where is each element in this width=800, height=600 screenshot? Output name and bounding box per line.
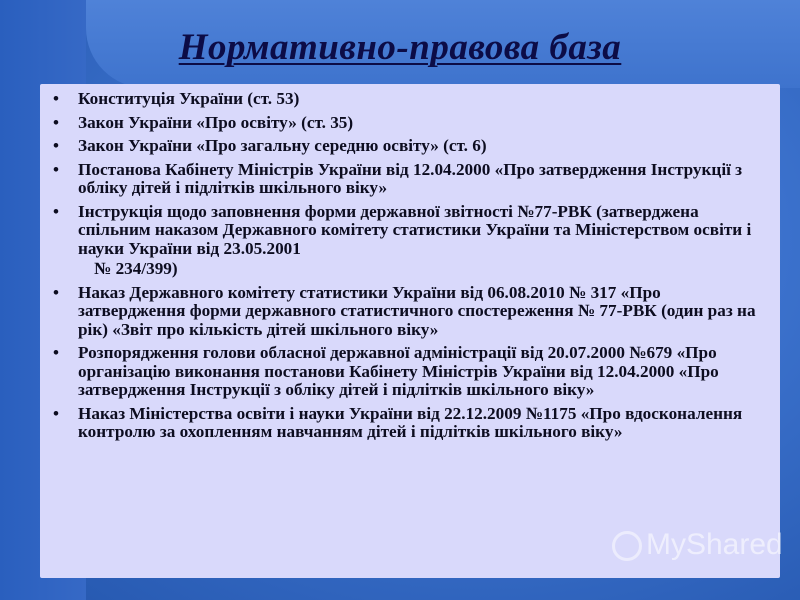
bullet-icon: • [53, 89, 59, 108]
list-item-continuation [78, 260, 772, 279]
list-item-text: № 234/399) [94, 259, 178, 278]
bullet-icon: • [53, 136, 59, 155]
watermark-icon [612, 531, 642, 561]
list-item-text: Розпорядження голови обласної державної адміністрації від 20.07.2000 №679 «Про організацію виконання постанови Кабінету Міністрів України від 12.04.2000 «Про затвердження Інструкції з обліку дітей і підлітків шкільного віку» [78, 343, 719, 399]
slide-title: Нормативно-правова база [178, 27, 622, 68]
list-item [53, 201, 772, 259]
list-item [53, 403, 772, 442]
bullet-icon: • [53, 343, 59, 362]
list-item-text: Закон України «Про загальну середню освіту» (ст. 6) [78, 136, 487, 155]
normative-list [40, 84, 780, 442]
list-item [53, 89, 772, 109]
list-item-text: Конституція України (ст. 53) [78, 89, 300, 108]
watermark-text: MyShared [646, 528, 783, 561]
list-item [53, 159, 772, 198]
list-item [53, 112, 772, 133]
list-item-text: Закон України «Про освіту» (ст. 35) [78, 112, 354, 132]
list-item [53, 136, 772, 156]
bullet-icon: • [53, 159, 59, 179]
list-item [53, 343, 772, 400]
list-item-text: Наказ Міністерства освіти і науки України від 22.12.2009 №1175 «Про вдосконалення контролю за охопленням навчанням дітей і підлітків шкільного віку» [78, 403, 743, 441]
list-item [53, 282, 772, 340]
bullet-icon: • [53, 403, 59, 423]
watermark-logo [612, 528, 782, 568]
list-item-text: Постанова Кабінету Міністрів України від 12.04.2000 «Про затвердження Інструкції з обліку дітей і підлітків шкільного віку» [78, 159, 743, 197]
bullet-icon: • [53, 201, 59, 221]
list-item-text: Інструкція щодо заповнення форми державної звітності №77-РВК (затверджена спільним наказом Державного комітету статистики України та Міністерством освіти і науки України від 23.05.2001 [78, 201, 752, 258]
content-box [40, 84, 780, 578]
list-item-text: Наказ Державного комітету статистики України від 06.08.2010 № 317 «Про затвердження форми державного статистичного спостереження № 77-РВК (один раз на рік) «Звіт про кількість дітей шкільного віку» [78, 282, 756, 339]
bullet-icon: • [53, 282, 59, 302]
bullet-icon: • [53, 112, 59, 132]
